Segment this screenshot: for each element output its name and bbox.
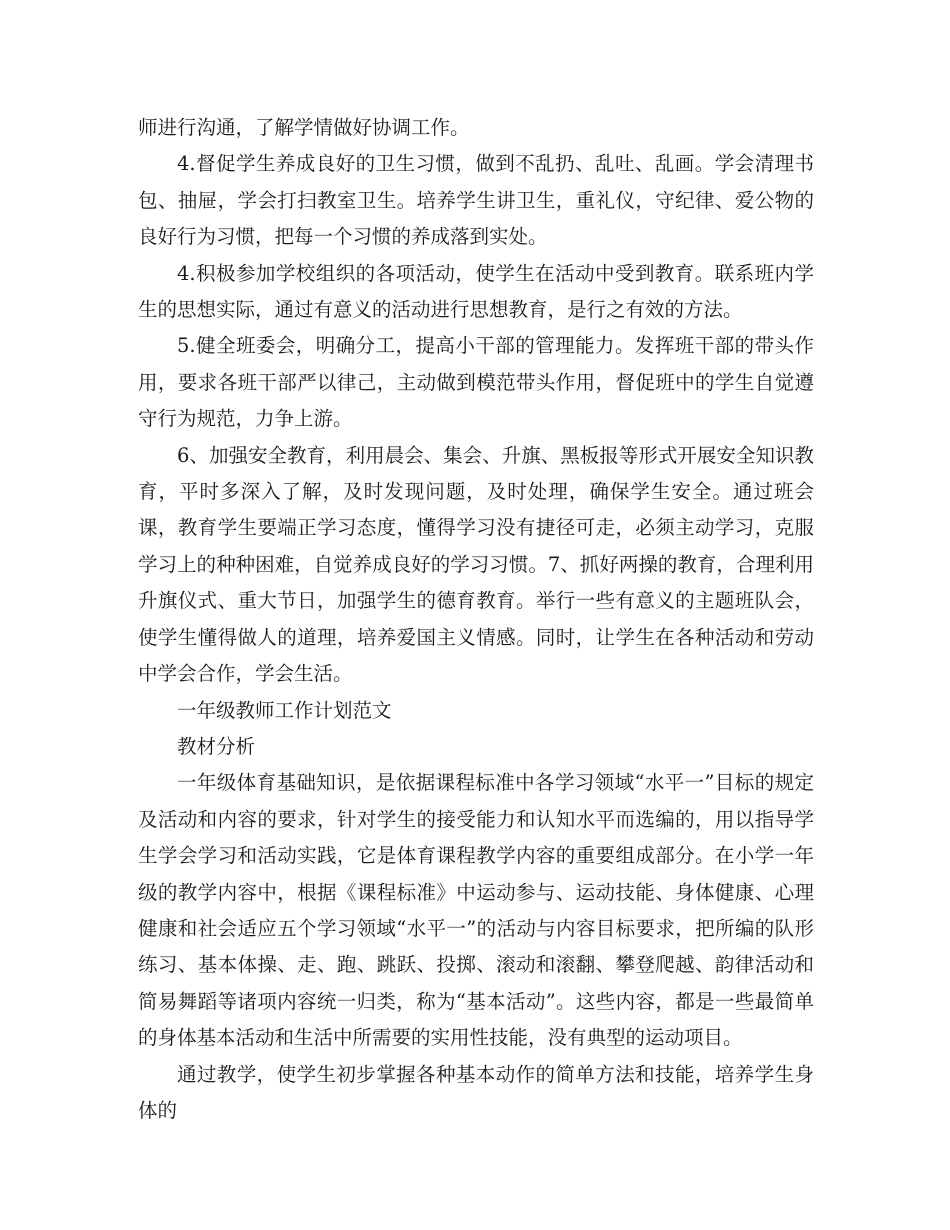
- paragraph-teaching-goals: 通过教学，使学生初步掌握各种基本动作的简单方法和技能，培养学生身体的: [138, 1062, 814, 1122]
- document-page: [138, 110, 814, 1129]
- paragraph-hygiene-habits: 4.督促学生养成良好的卫生习惯，做到不乱扔、乱吐、乱画。学会清理书包、抽屉，学会打扫教室卫生。培养学生讲卫生，重礼仪，守纪律、爱公物的良好行为习惯，把每一个习惯的养成落到实处。: [138, 152, 814, 249]
- paragraph-textbook-analysis: 一年级体育基础知识，是依据课程标准中各学习领域“水平一”目标的规定及活动和内容的要求，针对学生的接受能力和认知水平而选编的，用以指导学生学会学习和活动实践，它是体育课程教学内容的重要组成部分。在小学一年级的教学内容中，根据《课程标准》中运动参与、运动技能、身体健康、心理健康和社会适应五个学习领域“水平一”的活动与内容目标要求，把所编的队形练习、基本体操、走、跑、跳跃、投掷、滚动和滚翻、攀登爬越、韵律活动和简易舞蹈等诸项内容统一归类，称为“基本活动”。这些内容，都是一些最简单的身体基本活动和生活中所需要的实用性技能，没有典型的运动项目。: [138, 771, 814, 1050]
- paragraph-safety-education: 6、加强安全教育，利用晨会、集会、升旗、黑板报等形式开展安全知识教育，平时多深入了解，及时发现问题，及时处理，确保学生安全。通过班会课，教育学生要端正学习态度，懂得学习没有捷径可走，必须主动学习，克服学习上的种种困难，自觉养成良好的学习习惯。7、抓好两操的教育，合理利用升旗仪式、重大节日，加强学生的德育教育。举行一些有意义的主题班队会，使学生懂得做人的道理，培养爱国主义情感。同时，让学生在各种活动和劳动中学会合作，学会生活。: [138, 443, 814, 686]
- paragraph-class-committee: 5.健全班委会，明确分工，提高小干部的管理能力。发挥班干部的带头作用，要求各班干部严以律己，主动做到模范带头作用，督促班中的学生自觉遵守行为规范，力争上游。: [138, 334, 814, 431]
- section-title: 一年级教师工作计划范文: [177, 698, 392, 722]
- paragraph-school-activities: 4.积极参加学校组织的各项活动，使学生在活动中受到教育。联系班内学生的思想实际，通过有意义的活动进行思想教育，是行之有效的方法。: [138, 261, 814, 322]
- subsection-title: 教材分析: [177, 734, 256, 758]
- paragraph-continued: 师进行沟通，了解学情做好协调工作。: [138, 116, 470, 139]
